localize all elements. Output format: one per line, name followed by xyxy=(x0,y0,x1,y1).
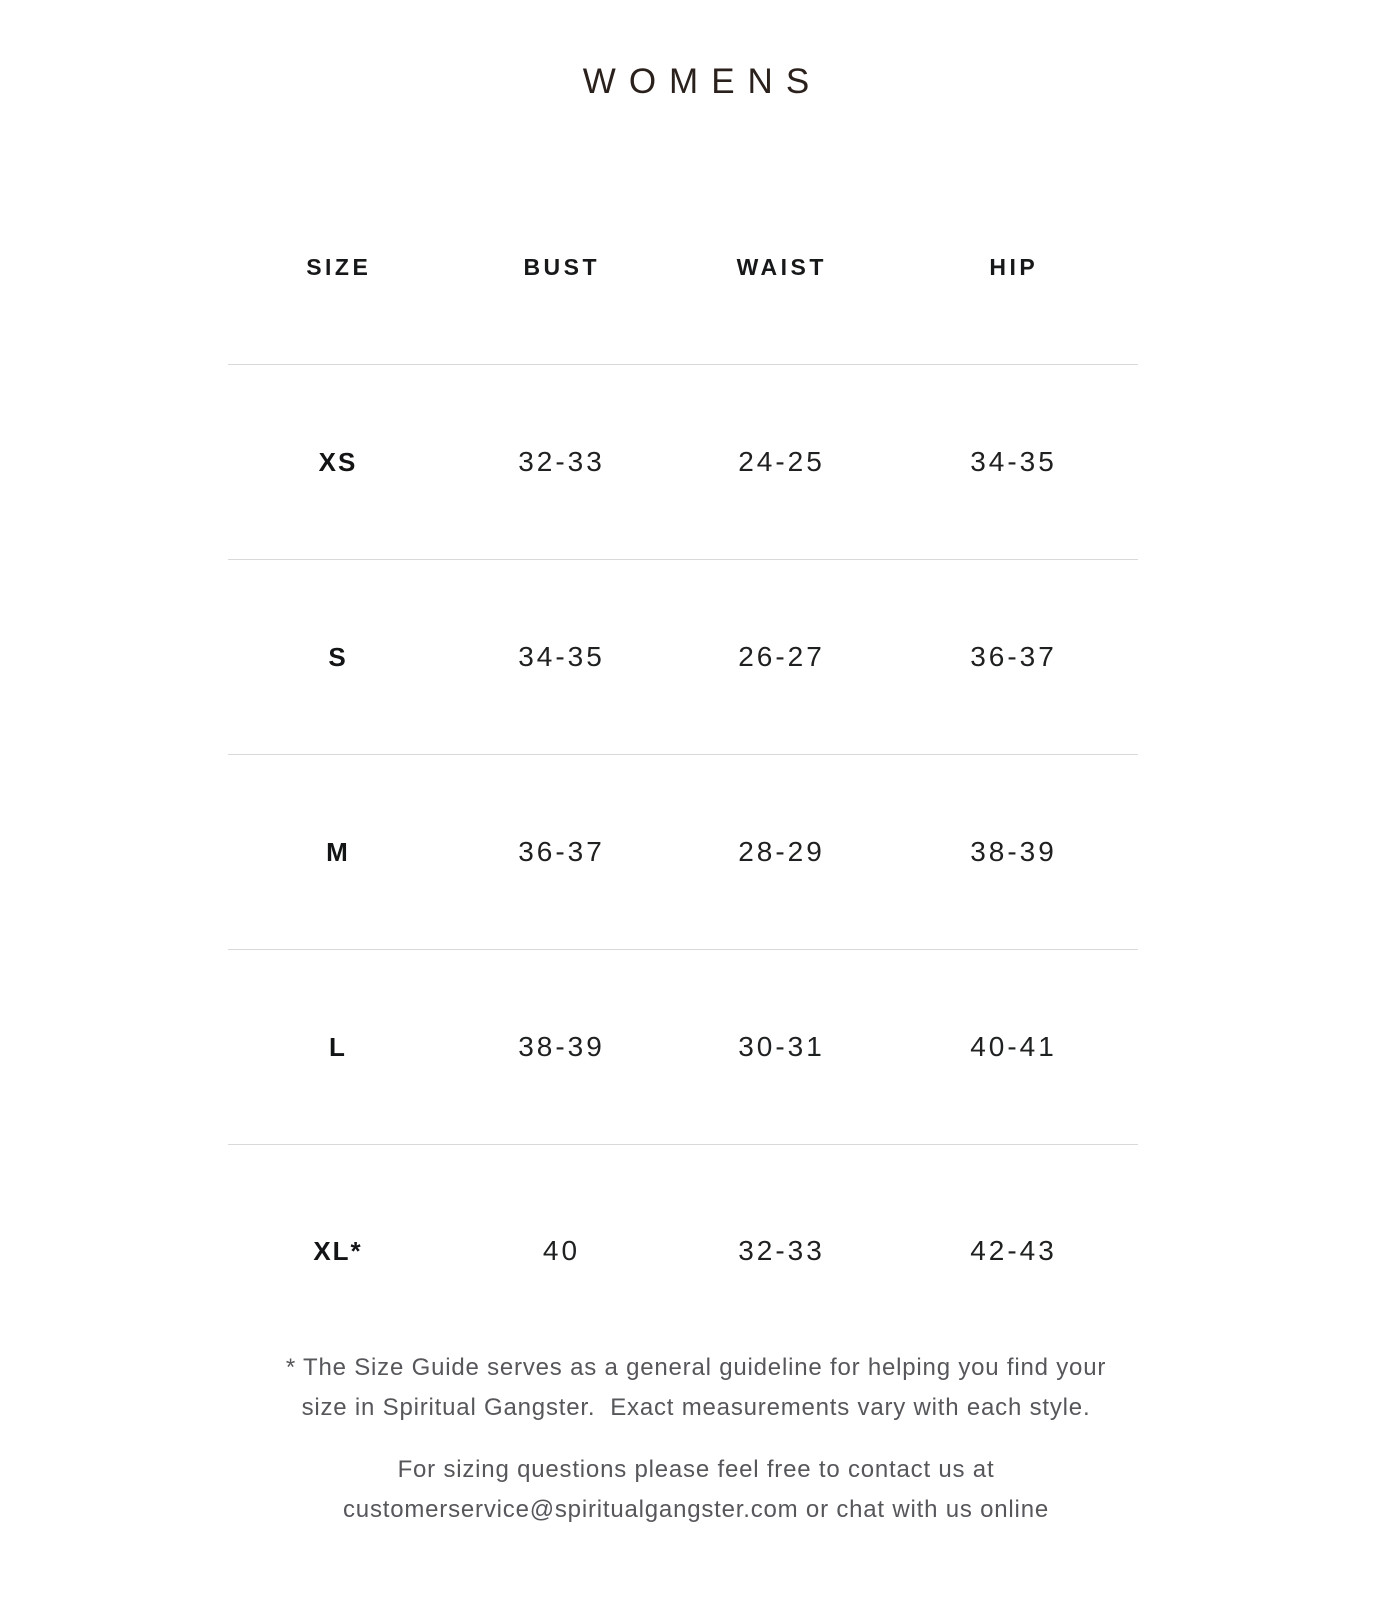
size-label: S xyxy=(328,641,348,672)
bust-value: 36-37 xyxy=(518,836,605,867)
contact-line-1: For sizing questions please feel free to contact us at xyxy=(397,1456,995,1483)
bust-value: 38-39 xyxy=(518,1031,605,1062)
table-header-row xyxy=(228,170,1138,365)
hip-value: 40-41 xyxy=(970,1031,1057,1062)
hip-value: 38-39 xyxy=(970,836,1057,867)
size-label: XS xyxy=(318,446,358,477)
size-label: M xyxy=(326,836,350,867)
waist-value: 30-31 xyxy=(738,1031,825,1062)
contact-info xyxy=(0,1450,1392,1530)
table-row-xl xyxy=(228,1145,1138,1358)
column-header-bust: BUST xyxy=(523,253,601,280)
table-row-xs xyxy=(228,365,1138,560)
hip-value: 36-37 xyxy=(970,641,1057,672)
table-row-m xyxy=(228,755,1138,950)
size-guide-disclaimer xyxy=(0,1348,1392,1428)
hip-value: 34-35 xyxy=(970,446,1057,477)
waist-value: 28-29 xyxy=(738,836,825,867)
disclaimer-line-2: size in Spiritual Gangster. Exact measurements vary with each style. xyxy=(301,1394,1091,1421)
column-header-waist: WAIST xyxy=(736,253,827,280)
waist-value: 32-33 xyxy=(738,1235,825,1266)
table-row-l xyxy=(228,950,1138,1145)
size-label: XL* xyxy=(313,1235,363,1266)
column-header-hip: HIP xyxy=(989,253,1039,280)
size-guide-table xyxy=(228,170,1138,1357)
disclaimer-line-1: * The Size Guide serves as a general guideline for helping you find your xyxy=(285,1354,1107,1381)
waist-value: 26-27 xyxy=(738,641,825,672)
bust-value: 40 xyxy=(542,1235,581,1266)
page-title: WOMENS xyxy=(582,62,823,101)
table-row-s xyxy=(228,560,1138,755)
hip-value: 42-43 xyxy=(970,1235,1057,1266)
bust-value: 32-33 xyxy=(518,446,605,477)
size-label: L xyxy=(329,1031,347,1062)
bust-value: 34-35 xyxy=(518,641,605,672)
waist-value: 24-25 xyxy=(738,446,825,477)
contact-line-2: customerservice@spiritualgangster.com or chat with us online xyxy=(343,1496,1049,1523)
column-header-size: SIZE xyxy=(306,253,372,280)
